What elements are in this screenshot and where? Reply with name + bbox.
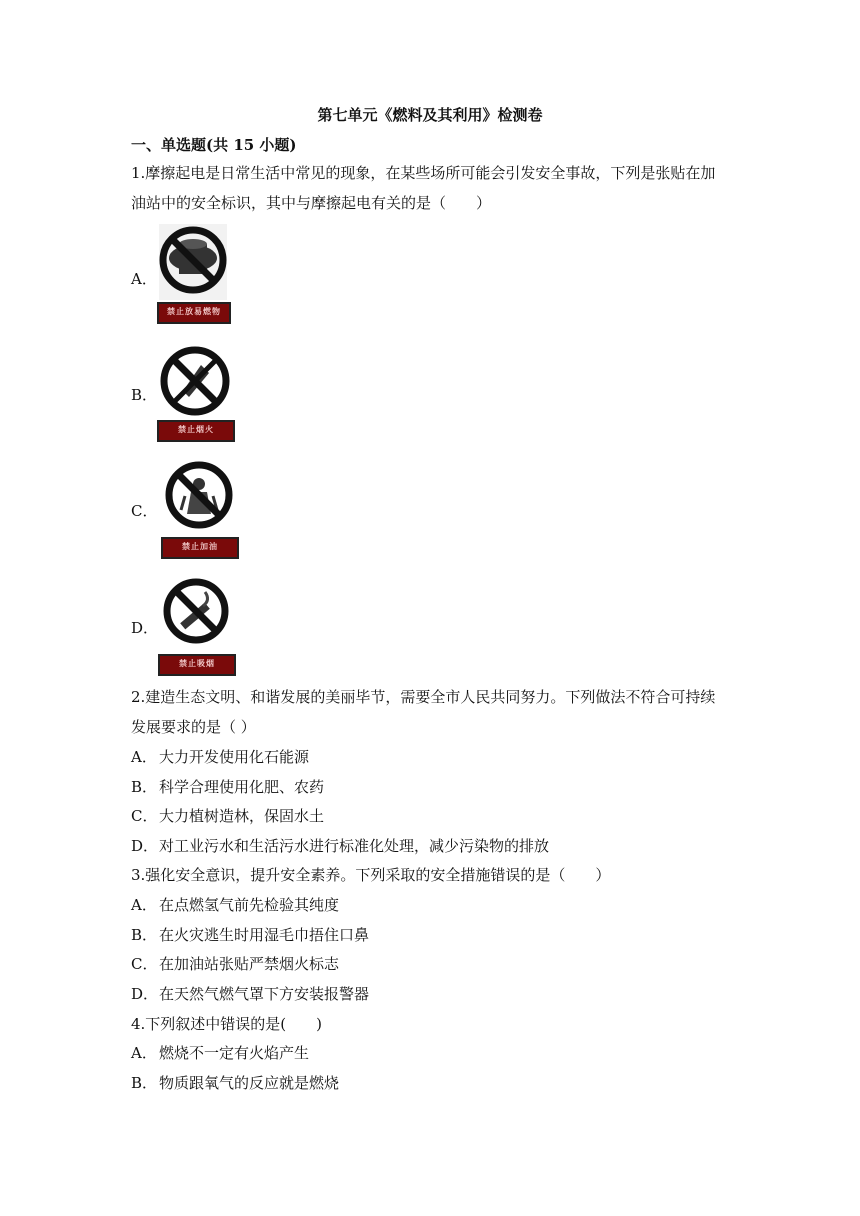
no-clothes-changing-sign-icon	[163, 456, 235, 534]
q2-option-a	[131, 746, 309, 768]
q3-option-d	[131, 983, 369, 1005]
question-2-line-2: 发展要求的是（ ）	[131, 718, 256, 736]
section-heading: 一、单选题(共 15 小题)	[131, 136, 297, 154]
no-smoking-sign-icon	[161, 572, 231, 650]
q3-option-c	[131, 953, 339, 975]
q1-option-d-plaque: 禁止吸烟	[158, 654, 236, 676]
option-text: 大力开发使用化石能源	[159, 748, 310, 766]
q4-option-a	[131, 1042, 309, 1064]
q2-option-c	[131, 805, 324, 827]
q1-option-b-label: B．	[131, 386, 158, 404]
q3-option-a	[131, 894, 339, 916]
q4-option-b	[131, 1072, 339, 1094]
option-text: 物质跟氧气的反应就是燃烧	[159, 1074, 340, 1092]
q2-option-d	[131, 835, 549, 857]
option-label: A．	[131, 748, 157, 766]
question-3-stem: 3.强化安全意识，提升安全素养。下列采取的安全措施错误的是（ ）	[131, 866, 611, 884]
q1-option-a-label: A．	[131, 270, 157, 288]
no-oil-drum-sign-icon	[157, 222, 229, 302]
question-1-line-2: 油站中的安全标识，其中与摩擦起电有关的是（ ）	[131, 194, 492, 212]
question-2-stem	[131, 682, 731, 742]
option-label: A．	[131, 896, 157, 914]
q1-option-a-plaque: 禁止放易燃物	[157, 302, 231, 324]
q3-option-b	[131, 924, 369, 946]
option-label: C．	[131, 955, 158, 973]
option-text: 在加油站张贴严禁烟火标志	[159, 955, 340, 973]
q1-option-d-label: D．	[131, 619, 159, 637]
no-fire-sign-icon	[157, 343, 233, 419]
option-text: 在点燃氢气前先检验其纯度	[159, 896, 340, 914]
question-2-line-1: 2.建造生态文明、和谐发展的美丽毕节，需要全市人民共同努力。下列做法不符合可持续	[131, 688, 716, 706]
option-label: B．	[131, 778, 158, 796]
question-1-stem	[131, 158, 731, 218]
q2-option-b	[131, 776, 324, 798]
option-text: 对工业污水和生活污水进行标准化处理，减少污染物的排放	[159, 837, 550, 855]
question-1-line-1: 1.摩擦起电是日常生活中常见的现象，在某些场所可能会引发安全事故，下列是张贴在加	[131, 164, 716, 182]
q1-option-b-plaque: 禁止烟火	[157, 420, 235, 442]
page-title: 第七单元《燃料及其利用》检测卷	[317, 106, 543, 124]
option-label: A．	[131, 1044, 157, 1062]
q1-option-c-label: C．	[131, 502, 158, 520]
question-4-stem: 4.下列叙述中错误的是( )	[131, 1015, 323, 1033]
option-text: 在天然气燃气罩下方安装报警器	[159, 985, 370, 1003]
option-label: D．	[131, 837, 159, 855]
option-text: 在火灾逃生时用湿毛巾捂住口鼻	[159, 926, 370, 944]
q1-option-c-plaque: 禁止加油	[161, 537, 239, 559]
option-text: 大力植树造林，保固水土	[159, 807, 325, 825]
option-label: C．	[131, 807, 158, 825]
option-label: B．	[131, 926, 158, 944]
option-label: B．	[131, 1074, 158, 1092]
option-text: 燃烧不一定有火焰产生	[159, 1044, 310, 1062]
option-label: D．	[131, 985, 159, 1003]
option-text: 科学合理使用化肥、农药	[159, 778, 325, 796]
